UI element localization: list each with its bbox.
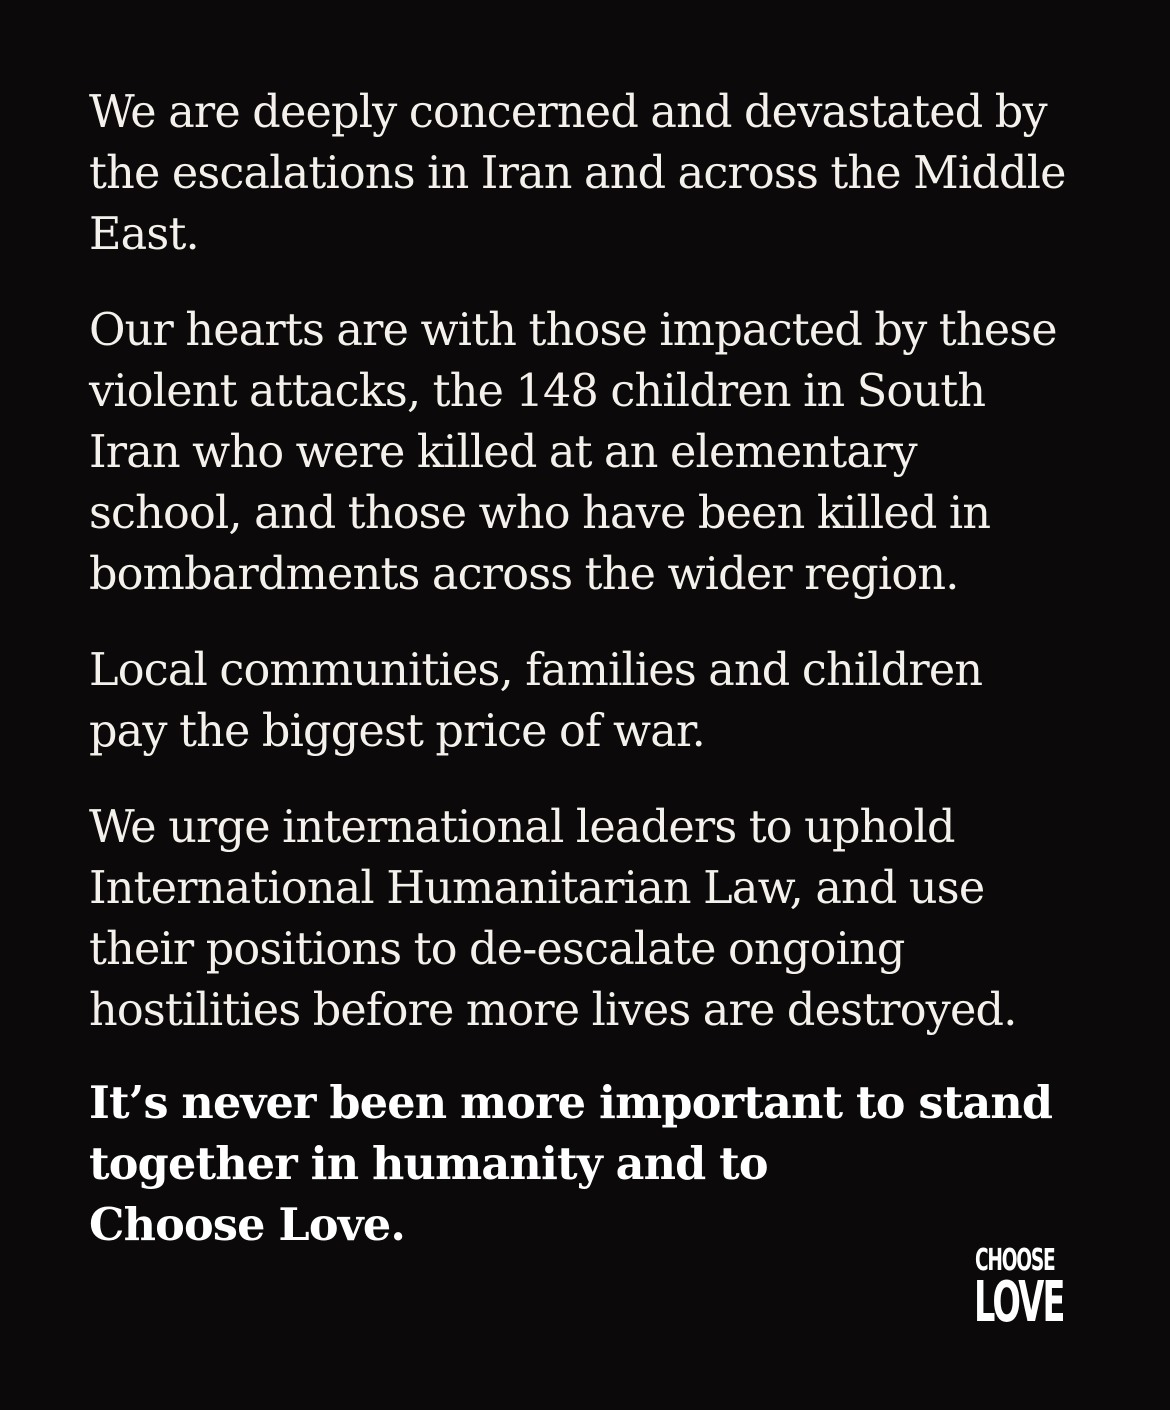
text-line: school, and those who have been killed in <box>89 488 991 539</box>
text-line: pay the biggest price of war. <box>89 706 705 757</box>
text-line: Local communities, families and children <box>89 645 983 696</box>
text-line: hostilities before more lives are destroyed. <box>89 985 1017 1036</box>
text-line: their positions to de-escalate ongoing <box>89 924 905 975</box>
text-line: violent attacks, the 148 children in South <box>89 366 986 417</box>
text-line: the escalations in Iran and across the Middle <box>89 148 1066 199</box>
text-line: bombardments across the wider region. <box>89 549 959 600</box>
choose-love-logo <box>968 1245 1078 1335</box>
text-line: Iran who were killed at an elementary <box>89 427 917 478</box>
text-line: International Humanitarian Law, and use <box>89 863 985 914</box>
text-line: Our hearts are with those impacted by these <box>89 305 1057 356</box>
closing-statement <box>89 1073 1089 1256</box>
paragraph-communities <box>89 640 1089 762</box>
paragraph-concern <box>89 82 1089 265</box>
paragraph-appeal <box>89 797 1089 1041</box>
text-line: Choose Love. <box>89 1199 406 1251</box>
logo-word-love: LOVE <box>974 1270 1064 1335</box>
statement-text <box>89 82 1089 1256</box>
text-line: together in humanity and to <box>89 1138 768 1190</box>
text-line: We urge international leaders to uphold <box>89 802 955 853</box>
text-line: We are deeply concerned and devastated by <box>89 87 1047 138</box>
logo-word-choose: CHOOSE <box>975 1243 1055 1278</box>
text-line: East. <box>89 209 199 260</box>
paragraph-victims <box>89 300 1089 605</box>
text-line: It’s never been more important to stand <box>89 1077 1053 1129</box>
